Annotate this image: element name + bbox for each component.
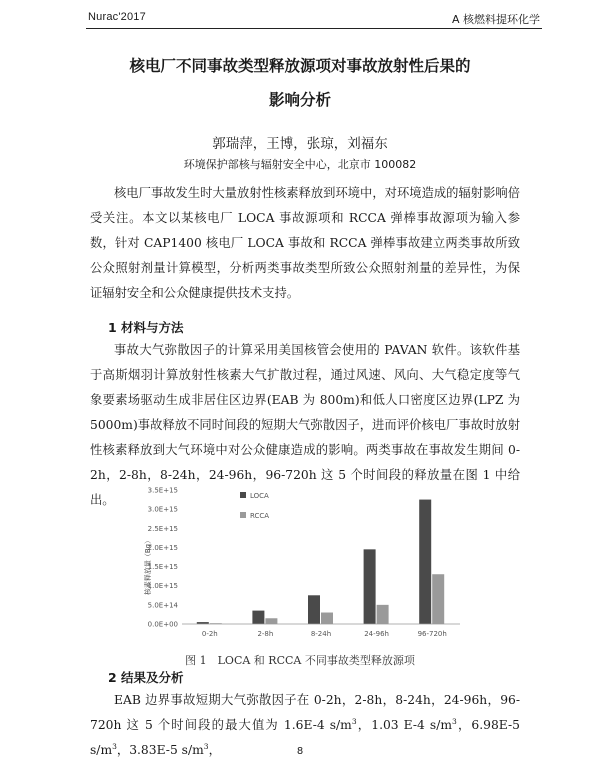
bar-loca-24-96h — [364, 549, 376, 624]
y-tick-label: 2.0E+15 — [147, 543, 178, 552]
bar-rcca-2-8h — [265, 618, 277, 624]
figure-caption: 图 1 LOCA 和 RCCA 不同事故类型释放源项 — [185, 654, 415, 667]
affiliation: 环境保护部核与辐射安全中心，北京市 100082 — [183, 158, 417, 171]
y-tick-label: 1.5E+15 — [147, 563, 178, 572]
y-tick-label: 3.0E+15 — [147, 505, 178, 514]
x-axis-ticks — [202, 630, 447, 638]
y-tick-label: 5.0E+14 — [147, 601, 178, 610]
x-tick-label: 0-2h — [201, 630, 218, 638]
legend-label-loca: LOCA — [250, 492, 269, 500]
bar-loca-8-24h — [308, 595, 320, 624]
abstract-paragraph: 核电厂事故发生时大量放射性核素释放到环境中，对环境造成的辐射影响倍受关注。本文以某核电厂 LOCA 事故源项和 RCCA 弹棒事故源项为输入参数，针对 CAP1400 核电厂 LOCA 事故和 RCCA 弹棒事故建立两类事故所致公众照射剂量计算模型，分析两类事故类型所致公众照射剂量的差异性，为保证辐射安全和公众健康提供技术支持。 — [90, 186, 520, 300]
section-2-heading: 2 结果及分析 — [108, 670, 184, 685]
section-label: A 核燃料提环化学 — [451, 13, 540, 26]
x-tick-label: 96-720h — [417, 630, 447, 638]
y-tick-label: 2.5E+15 — [147, 524, 178, 533]
legend-label-rcca: RCCA — [250, 512, 270, 520]
bar-rcca-96-720h — [432, 574, 444, 624]
bar-group — [197, 500, 444, 624]
bar-loca-2-8h — [252, 611, 264, 624]
bar-rcca-24-96h — [377, 605, 389, 624]
paper-title-line1: 核电厂不同事故类型释放源项对事故放射性后果的 — [129, 57, 471, 75]
section-2-body: EAB 边界事故短期大气弥散因子在 0-2h，2-8h，8-24h，24-96h，96-720h 这 5 个时间段的最大值为 1.6E-4 $s/m^3$，1.03 E-4 $s/m^3$，6.98E-5 $s/m^3$，3.83E-5 $s/m^3$， — [90, 693, 520, 757]
y-tick-label: 3.5E+15 — [147, 486, 178, 495]
y-tick-label: 1.0E+15 — [147, 582, 178, 591]
x-tick-label: 8-24h — [310, 630, 332, 638]
y-axis-ticks — [148, 487, 179, 629]
y-axis-label: 核素释放量（Bq） — [144, 536, 152, 596]
paper-title-line2: 影响分析 — [268, 91, 331, 109]
bar-loca-96-720h — [419, 500, 431, 624]
legend-swatch-rcca — [240, 512, 246, 518]
x-tick-label: 2-8h — [257, 630, 274, 638]
legend-swatch-loca — [240, 492, 246, 498]
page-number: 8 — [296, 746, 304, 757]
y-tick-label: 0.0E+00 — [147, 620, 178, 629]
release-chart — [138, 484, 468, 646]
bar-rcca-8-24h — [321, 613, 333, 624]
authors: 郭瑞萍，王博，张琼，刘福东 — [212, 136, 388, 152]
section-1-body: 事故大气弥散因子的计算采用美国核管会使用的 PAVAN 软件。该软件基于高斯烟羽计算放射性核素大气扩散过程，通过风速、风向、大气稳定度等气象要素场驱动生成非居住区边界(EAB 为 800m)和低人口密度区边界(LPZ 为 5000m)事故释放不同时间段的短期大气弥散因子，进而评价核电厂事故时放射性核素释放到大气环境中对公众健康造成的影响。两类事故在事故发生期间 0-2h，2-8h，8-24h，24-96h，96-720h 这 5 个时间段的释放量在图 1 中给出。 — [90, 343, 520, 507]
header-rule — [86, 28, 542, 29]
x-tick-label: 24-96h — [364, 630, 389, 638]
legend — [240, 492, 269, 520]
journal-name: Nurac'2017 — [88, 11, 146, 23]
section-1-heading: 1 材料与方法 — [108, 320, 184, 335]
